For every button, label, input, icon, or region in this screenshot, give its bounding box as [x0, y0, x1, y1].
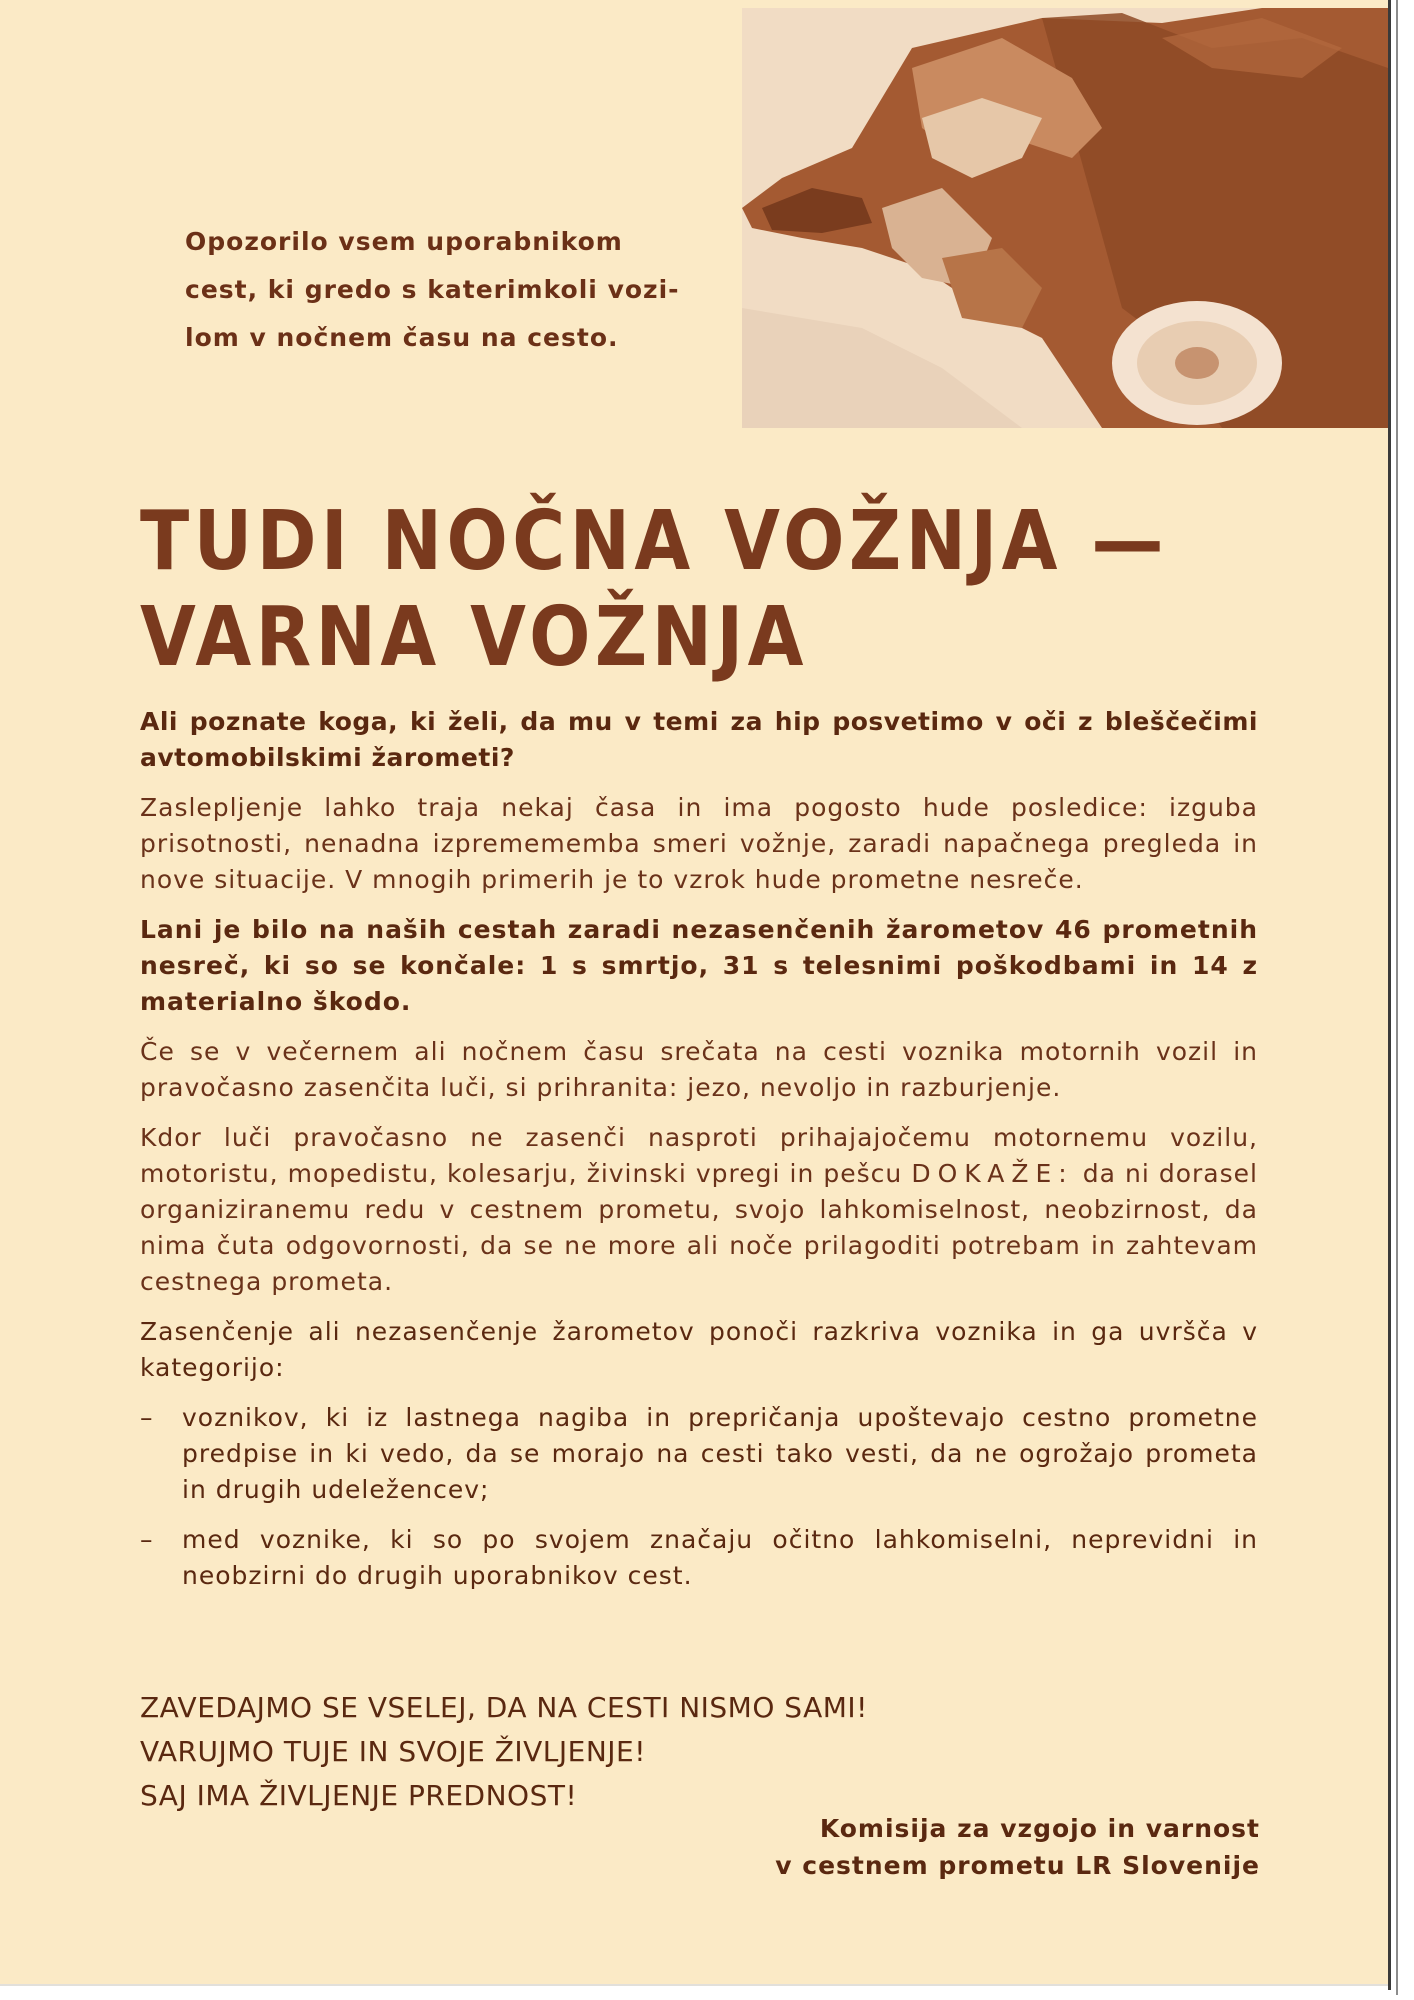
leaflet-body	[140, 704, 1258, 1608]
car-wreck-illustration	[742, 8, 1388, 428]
lead-question: Ali poznate koga, ki želi, da mu v temi za hip posvetimo v oči z bleščečimi avtomobilskimi žarometi?	[140, 707, 1258, 772]
headline	[140, 494, 1168, 686]
list-item-text: voznikov, ki iz lastnega nagiba in prepričanja upoštevajo cestno prometne predpise in ki vedo, da se morajo na cesti tako vesti, da ne ogrožajo prometa in drugih udeležencev;	[182, 1403, 1258, 1504]
intro-warning	[185, 218, 715, 362]
paragraph-category: Zasenčenje ali nezasenčenje žarometov ponoči razkriva voznika in ga uvršča v kategorijo:	[140, 1317, 1258, 1382]
headline-line-1: TUDI NOČNA VOŽNJA —	[140, 494, 1168, 589]
signature-line-2: v cestnem prometu LR Slovenije	[775, 1851, 1260, 1880]
slogan-line: SAJ IMA ŽIVLJENJE PREDNOST!	[140, 1779, 578, 1812]
paragraph-glare: Zaslepljenje lahko traja nekaj časa in ima pogosto hude posledice: izguba prisotnosti, nenadna izpremememba smeri vožnje, zaradi napačnega pregleda in nove situacije. V mnogih primerih je to vzrok hude prometne nesreče.	[140, 793, 1258, 894]
page-edge-line	[1396, 0, 1398, 1995]
intro-line: cest, ki gredo s katerimkoli vozi-	[185, 275, 680, 304]
proof-keyword: DOKAŽE:	[911, 1159, 1074, 1188]
proof-intro: Kdor luči pravočasno ne zasenči nasproti prihajajočemu motornemu vozilu, motoristu, mopedistu, kolesarju, živinski vpregi in pešcu	[140, 1123, 1258, 1188]
slogan-line: VARUJMO TUJE IN SVOJE ŽIVLJENJE!	[140, 1735, 646, 1768]
signature	[740, 1810, 1260, 1884]
proof-rest: da ni dorasel organiziranemu redu v cestnem prometu, svojo lahkomiselnost, neobzirnost, da nima čuta odgovornosti, da se ne more ali noče prilagoditi potrebam in zahtevam cestnega prometa.	[140, 1159, 1258, 1296]
list-item	[140, 1522, 1258, 1594]
list-item-text: med voznike, ki so po svojem značaju očitno lahkomiselni, neprevidni in neobzirni do drugih uporabnikov cest.	[182, 1525, 1258, 1590]
list-item	[140, 1400, 1258, 1508]
signature-line-1: Komisija za vzgojo in varnost	[819, 1814, 1260, 1843]
page-edge-shadow	[1388, 0, 1391, 1990]
slogans	[140, 1686, 868, 1818]
intro-line: lom v nočnem času na cesto.	[185, 323, 619, 352]
paragraph-proof	[140, 1120, 1258, 1300]
dash-mark: –	[140, 1525, 154, 1554]
paragraph-statistics: Lani je bilo na naših cestah zaradi nezasenčenih žarometov 46 prometnih nesreč, ki so se končale: 1 s smrtjo, 31 s telesnimi poškodbami in 14 z materialno škodo.	[140, 915, 1258, 1016]
dash-mark: –	[140, 1403, 154, 1432]
slogan-line: ZAVEDAJMO SE VSELEJ, DA NA CESTI NISMO SAMI!	[140, 1691, 868, 1724]
crashed-car-photo	[742, 8, 1388, 428]
intro-line: Opozorilo vsem uporabnikom	[185, 227, 623, 256]
headline-line-2: VARNA VOŽNJA	[140, 590, 808, 685]
paragraph-dimming: Če se v večernem ali nočnem času srečata na cesti voznika motornih vozil in pravočasno zasenčita luči, si prihranita: jezo, nevoljo in razburjenje.	[140, 1037, 1258, 1102]
